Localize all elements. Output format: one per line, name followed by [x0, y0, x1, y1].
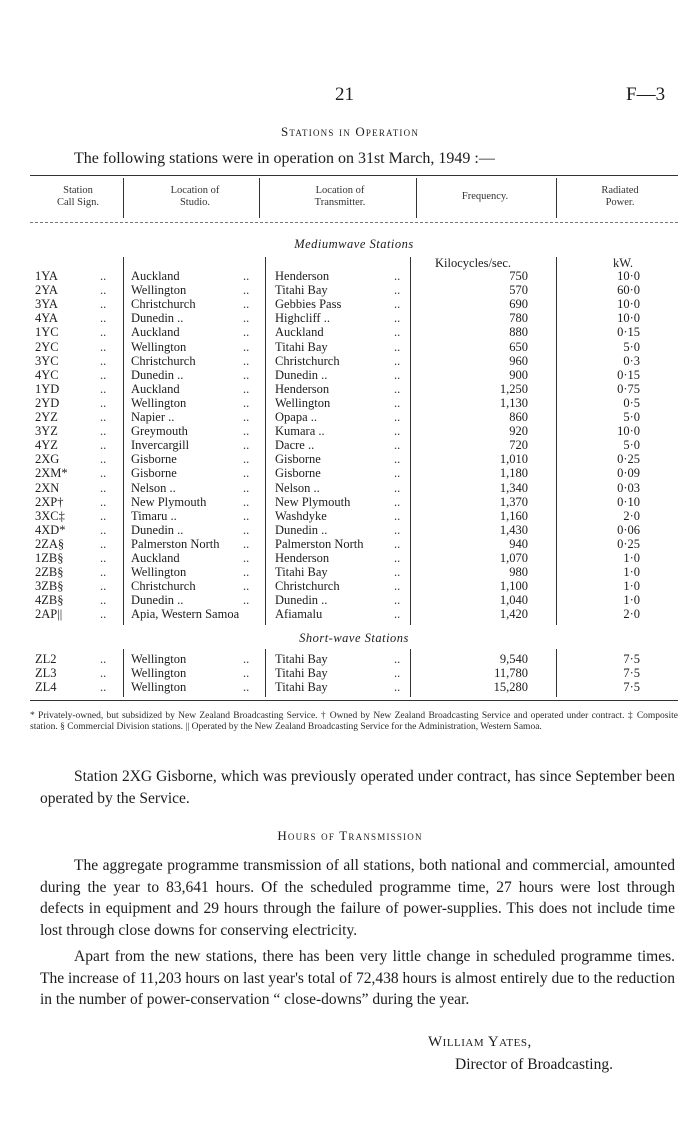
transmitter-location: Gisborne [275, 452, 321, 467]
table-row [30, 579, 678, 593]
leader-dots: .. [394, 283, 401, 298]
leader-dots: .. [100, 536, 107, 551]
table-row [30, 283, 678, 297]
station-call-sign: 3YZ [35, 424, 58, 439]
leader-dots: .. [100, 565, 107, 580]
leader-dots: .. [394, 607, 401, 622]
radiated-power-value: 0·06 [617, 522, 640, 537]
leader-dots: .. [394, 339, 401, 354]
transmitter-location: Titahi Bay [275, 652, 328, 666]
studio-location: Dunedin .. [131, 593, 184, 608]
radiated-power-value: 0·3 [623, 353, 640, 368]
station-call-sign: 4YA [35, 311, 58, 326]
station-call-sign: 1YD [35, 381, 60, 396]
leader-dots: .. [394, 593, 401, 608]
leader-dots: .. [100, 452, 107, 467]
leader-dots: .. [100, 666, 107, 681]
leader-dots: .. [100, 494, 107, 509]
leader-dots: .. [394, 480, 401, 495]
studio-location: Auckland [131, 325, 180, 340]
transmitter-location: Dacre .. [275, 438, 315, 453]
radiated-power-value: 7·5 [623, 652, 640, 666]
studio-location: Palmerston North [131, 536, 220, 551]
page-number: 21 [335, 84, 354, 105]
radiated-power-value: 1·0 [623, 593, 640, 608]
leader-dots: .. [100, 269, 107, 283]
station-call-sign: 1YC [35, 325, 59, 340]
power-units: kW. [613, 256, 634, 270]
station-call-sign: 2XG [35, 452, 60, 467]
leader-dots: .. [100, 353, 107, 368]
frequency-value: 1,370 [499, 494, 528, 509]
leader-dots: .. [243, 508, 250, 523]
table-row [30, 340, 678, 354]
frequency-value: 750 [509, 269, 528, 283]
leader-dots: .. [243, 311, 250, 326]
leader-dots: .. [394, 311, 401, 326]
transmitter-location: Auckland [275, 325, 324, 340]
station-call-sign: 4YZ [35, 438, 58, 453]
station-call-sign: 2ZA§ [35, 536, 65, 551]
leader-dots: .. [394, 325, 401, 340]
table-row [30, 269, 678, 283]
leader-dots: .. [394, 410, 401, 424]
table-row [30, 481, 678, 495]
radiated-power-value: 1·0 [623, 579, 640, 594]
station-call-sign: 2YC [35, 339, 59, 354]
leader-dots: .. [243, 494, 250, 509]
leader-dots: .. [100, 593, 107, 608]
transmitter-location: Henderson [275, 381, 330, 396]
frequency-value: 15,280 [493, 680, 528, 695]
studio-location: Wellington [131, 395, 187, 410]
table-row [30, 452, 678, 466]
leader-dots: .. [243, 269, 250, 283]
leader-dots: .. [394, 508, 401, 523]
leader-dots: .. [243, 339, 250, 354]
table-row [30, 410, 678, 424]
header-bottom-rule [30, 222, 678, 223]
shortwave-title: Short-wave Stations [299, 631, 409, 645]
table-row [30, 466, 678, 480]
station-call-sign: 2YD [35, 395, 60, 410]
transmitter-location: New Plymouth [275, 494, 351, 509]
leader-dots: .. [100, 652, 107, 666]
mediumwave-title: Mediumwave Stations [294, 237, 414, 251]
transmitter-location: Titahi Bay [275, 283, 328, 298]
frequency-value: 860 [509, 410, 528, 424]
transmitter-location: Titahi Bay [275, 339, 328, 354]
leader-dots: .. [100, 508, 107, 523]
leader-dots: .. [394, 666, 401, 681]
table-row [30, 509, 678, 523]
frequency-value: 960 [509, 353, 528, 368]
leader-dots: .. [394, 381, 401, 396]
frequency-value: 1,420 [499, 607, 528, 622]
transmitter-location: Opapa .. [275, 410, 317, 424]
header-transmitter: Location of Transmitter. [314, 185, 366, 208]
radiated-power-value: 5·0 [623, 438, 640, 453]
radiated-power-value: 2·0 [623, 607, 640, 622]
studio-location: Wellington [131, 680, 187, 695]
leader-dots: .. [100, 339, 107, 354]
transmitter-location: Wellington [275, 395, 331, 410]
frequency-value: 720 [509, 438, 528, 453]
leader-dots: .. [394, 269, 401, 283]
station-call-sign: 4YC [35, 367, 59, 382]
radiated-power-value: 0·03 [617, 480, 640, 495]
transmitter-location: Gisborne [275, 466, 321, 481]
transmitter-location: Nelson .. [275, 480, 320, 495]
leader-dots: .. [394, 438, 401, 453]
transmitter-location: Palmerston North [275, 536, 364, 551]
leader-dots: .. [243, 551, 250, 565]
table-row [30, 382, 678, 396]
studio-location: Christchurch [131, 297, 196, 312]
section-title-stations: Stations in Operation [280, 124, 420, 139]
radiated-power-value: 0·09 [617, 466, 640, 481]
leader-dots: .. [100, 381, 107, 396]
studio-location: Dunedin .. [131, 367, 184, 382]
frequency-value: 940 [509, 536, 528, 551]
leader-dots: .. [243, 579, 250, 594]
studio-location: Wellington [131, 666, 187, 681]
leader-dots: .. [394, 367, 401, 382]
studio-location: Christchurch [131, 579, 196, 594]
station-call-sign: 2XN [35, 480, 60, 495]
table-row [30, 666, 678, 680]
transmitter-location: Titahi Bay [275, 666, 328, 681]
leader-dots: .. [243, 438, 250, 453]
studio-location: Dunedin .. [131, 522, 184, 537]
leader-dots: .. [243, 522, 250, 537]
table-row [30, 311, 678, 325]
leader-dots: .. [100, 607, 107, 622]
intro-text: The following stations were in operation on 31st March, 1949 :— [74, 150, 495, 167]
frequency-value: 1,340 [499, 480, 528, 495]
transmitter-location: Washdyke [275, 508, 327, 523]
table-bottom-rule [30, 700, 678, 701]
frequency-value: 1,250 [499, 381, 528, 396]
leader-dots: .. [100, 522, 107, 537]
leader-dots: .. [100, 410, 107, 424]
table-row [30, 551, 678, 565]
table-row [30, 368, 678, 382]
transmitter-location: Henderson [275, 269, 330, 283]
radiated-power-value: 5·0 [623, 410, 640, 424]
station-call-sign: 3YC [35, 353, 59, 368]
radiated-power-value: 10·0 [617, 297, 640, 312]
leader-dots: .. [243, 395, 250, 410]
station-call-sign: ZL4 [35, 680, 57, 695]
table-row [30, 438, 678, 452]
paragraph-2xg: Station 2XG Gisborne, which was previously operated under contract, has since September been operated by the Service. [40, 768, 675, 807]
radiated-power-value: 0·75 [617, 381, 640, 396]
leader-dots: .. [394, 466, 401, 481]
header-frequency: Frequency. [461, 191, 509, 202]
radiated-power-value: 60·0 [617, 283, 640, 298]
studio-location: New Plymouth [131, 494, 207, 509]
frequency-value: 570 [509, 283, 528, 298]
table-row [30, 565, 678, 579]
table-top-rule [30, 175, 678, 176]
header-power: Radiated Power. [601, 185, 639, 208]
leader-dots: .. [243, 367, 250, 382]
radiated-power-value: 0·15 [617, 367, 640, 382]
table-row [30, 495, 678, 509]
studio-location: Auckland [131, 381, 180, 396]
frequency-value: 980 [509, 565, 528, 580]
leader-dots: .. [243, 297, 250, 312]
radiated-power-value: 5·0 [623, 339, 640, 354]
table-row [30, 593, 678, 607]
table-row [30, 354, 678, 368]
leader-dots: .. [100, 325, 107, 340]
paragraph-hours-1: The aggregate programme transmission of all stations, both national and commercial, amounted during the year to 83,641 hours. Of the scheduled programme time, 27 hours were lost through defects in equipment and 29 hours through the failure of power-supplies. This does not include time lost through close downs for conserving electricity. [40, 857, 675, 939]
studio-location: Auckland [131, 551, 180, 565]
studio-location: Greymouth [131, 424, 188, 439]
radiated-power-value: 7·5 [623, 680, 640, 695]
station-call-sign: 3ZB§ [35, 579, 64, 594]
transmitter-location: Gebbies Pass [275, 297, 342, 312]
station-call-sign: 2YZ [35, 410, 58, 424]
leader-dots: .. [394, 297, 401, 312]
leader-dots: .. [394, 579, 401, 594]
frequency-value: 1,130 [499, 395, 528, 410]
frequency-value: 11,780 [494, 666, 528, 681]
header-divider [123, 178, 124, 218]
leader-dots: .. [394, 551, 401, 565]
studio-location: Gisborne [131, 452, 177, 467]
transmitter-location: Titahi Bay [275, 565, 328, 580]
transmitter-location: Henderson [275, 551, 330, 565]
studio-location: Apia, Western Samoa [131, 607, 240, 622]
leader-dots: .. [100, 367, 107, 382]
paragraph-hours-2: Apart from the new stations, there has been very little change in scheduled programme times. The increase of 11,203 hours on last year's total of 72,438 hours is almost entirely due to the reduction in the number of power-conservation “ close-downs” during the year. [40, 948, 675, 1008]
header-divider [556, 178, 557, 218]
frequency-value: 690 [509, 297, 528, 312]
stations-table [30, 175, 678, 699]
frequency-value: 1,100 [499, 579, 528, 594]
studio-location: Wellington [131, 283, 187, 298]
leader-dots: .. [394, 353, 401, 368]
radiated-power-value: 7·5 [623, 666, 640, 681]
frequency-value: 1,430 [499, 522, 528, 537]
studio-location: Nelson .. [131, 480, 176, 495]
frequency-value: 1,160 [499, 508, 528, 523]
leader-dots: .. [100, 480, 107, 495]
frequency-value: 1,010 [499, 452, 528, 467]
studio-location: Napier .. [131, 410, 175, 424]
leader-dots: .. [100, 297, 107, 312]
frequency-value: 1,180 [499, 466, 528, 481]
station-call-sign: 2YA [35, 283, 58, 298]
transmitter-location: Dunedin .. [275, 593, 328, 608]
station-call-sign: 4ZB§ [35, 593, 64, 608]
station-call-sign: 1ZB§ [35, 551, 64, 565]
leader-dots: .. [243, 480, 250, 495]
station-call-sign: ZL3 [35, 666, 57, 681]
studio-location: Wellington [131, 339, 187, 354]
transmitter-location: Afiamalu [275, 607, 323, 622]
leader-dots: .. [394, 536, 401, 551]
table-row [30, 607, 678, 621]
leader-dots: .. [394, 565, 401, 580]
leader-dots: .. [243, 593, 250, 608]
radiated-power-value: 10·0 [617, 424, 640, 439]
leader-dots: .. [243, 536, 250, 551]
radiated-power-value: 1·0 [623, 565, 640, 580]
station-call-sign: 2ZB§ [35, 565, 64, 580]
table-row [30, 523, 678, 537]
header-divider [259, 178, 260, 218]
leader-dots: .. [394, 424, 401, 439]
table-row [30, 297, 678, 311]
header-divider [416, 178, 417, 218]
section-title-hours: Hours of Transmission [277, 828, 423, 843]
leader-dots: .. [243, 283, 250, 298]
leader-dots: .. [243, 466, 250, 481]
leader-dots: .. [100, 395, 107, 410]
leader-dots: .. [100, 579, 107, 594]
station-call-sign: 2XP† [35, 494, 64, 509]
station-call-sign: 2AP|| [35, 607, 63, 622]
leader-dots: .. [243, 424, 250, 439]
leader-dots: .. [100, 311, 107, 326]
studio-location: Timaru .. [131, 508, 177, 523]
studio-location: Wellington [131, 565, 187, 580]
signature-title: Director of Broadcasting. [455, 1056, 613, 1073]
leader-dots: .. [100, 680, 107, 695]
frequency-value: 1,070 [499, 551, 528, 565]
station-call-sign: 2XM* [35, 466, 68, 481]
leader-dots: .. [394, 680, 401, 695]
studio-location: Auckland [131, 269, 180, 283]
frequency-value: 920 [509, 424, 528, 439]
studio-location: Wellington [131, 652, 187, 666]
frequency-value: 880 [509, 325, 528, 340]
leader-dots: .. [243, 652, 250, 666]
table-row [30, 537, 678, 551]
station-call-sign: 3YA [35, 297, 58, 312]
header-call-sign: Station Call Sign. [56, 185, 99, 208]
leader-dots: .. [243, 325, 250, 340]
transmitter-location: Christchurch [275, 353, 340, 368]
station-call-sign: 4XD* [35, 522, 66, 537]
transmitter-location: Christchurch [275, 579, 340, 594]
table-row [30, 680, 678, 694]
frequency-value: 900 [509, 367, 528, 382]
footnotes: * Privately-owned, but subsidized by New Zealand Broadcasting Service. † Owned by New Zealand Broadcasting Service and operated under contract. ‡ Composite station. § Commercial Division stations. || Operated by the New Zealand Broadcasting Service for the Administration, Western Samoa. [30, 711, 678, 732]
leader-dots: .. [243, 381, 250, 396]
transmitter-location: Highcliff .. [275, 311, 330, 326]
radiated-power-value: 0·15 [617, 325, 640, 340]
leader-dots: .. [100, 438, 107, 453]
leader-dots: .. [243, 353, 250, 368]
frequency-units: Kilocycles/sec. [435, 256, 512, 270]
leader-dots: .. [100, 466, 107, 481]
radiated-power-value: 0·10 [617, 494, 640, 509]
leader-dots: .. [100, 551, 107, 565]
leader-dots: .. [394, 494, 401, 509]
radiated-power-value: 0·25 [617, 452, 640, 467]
leader-dots: .. [394, 652, 401, 666]
leader-dots: .. [243, 666, 250, 681]
leader-dots: .. [243, 410, 250, 424]
table-row [30, 396, 678, 410]
table-row [30, 652, 678, 666]
table-row [30, 325, 678, 339]
signature-name: William Yates, [428, 1034, 532, 1050]
station-call-sign: ZL2 [35, 652, 57, 666]
frequency-value: 780 [509, 311, 528, 326]
leader-dots: .. [100, 424, 107, 439]
frequency-value: 650 [509, 339, 528, 354]
leader-dots: .. [394, 395, 401, 410]
frequency-value: 9,540 [499, 652, 528, 666]
leader-dots: .. [243, 565, 250, 580]
station-call-sign: 3XC‡ [35, 508, 65, 523]
studio-location: Dunedin .. [131, 311, 184, 326]
transmitter-location: Titahi Bay [275, 680, 328, 695]
radiated-power-value: 10·0 [617, 311, 640, 326]
radiated-power-value: 10·0 [617, 269, 640, 283]
leader-dots: .. [243, 452, 250, 467]
radiated-power-value: 0·25 [617, 536, 640, 551]
radiated-power-value: 2·0 [623, 508, 640, 523]
frequency-value: 1,040 [499, 593, 528, 608]
studio-location: Invercargill [131, 438, 190, 453]
leader-dots: .. [243, 680, 250, 695]
leader-dots: .. [100, 283, 107, 298]
transmitter-location: Dunedin .. [275, 367, 328, 382]
transmitter-location: Kumara .. [275, 424, 325, 439]
header-studio: Location of Studio. [170, 185, 220, 208]
radiated-power-value: 0·5 [623, 395, 640, 410]
studio-location: Gisborne [131, 466, 177, 481]
page-reference: F—3 [626, 84, 666, 105]
leader-dots: .. [394, 452, 401, 467]
table-row [30, 424, 678, 438]
radiated-power-value: 1·0 [623, 551, 640, 565]
station-call-sign: 1YA [35, 269, 58, 283]
studio-location: Christchurch [131, 353, 196, 368]
transmitter-location: Dunedin .. [275, 522, 328, 537]
leader-dots: .. [394, 522, 401, 537]
